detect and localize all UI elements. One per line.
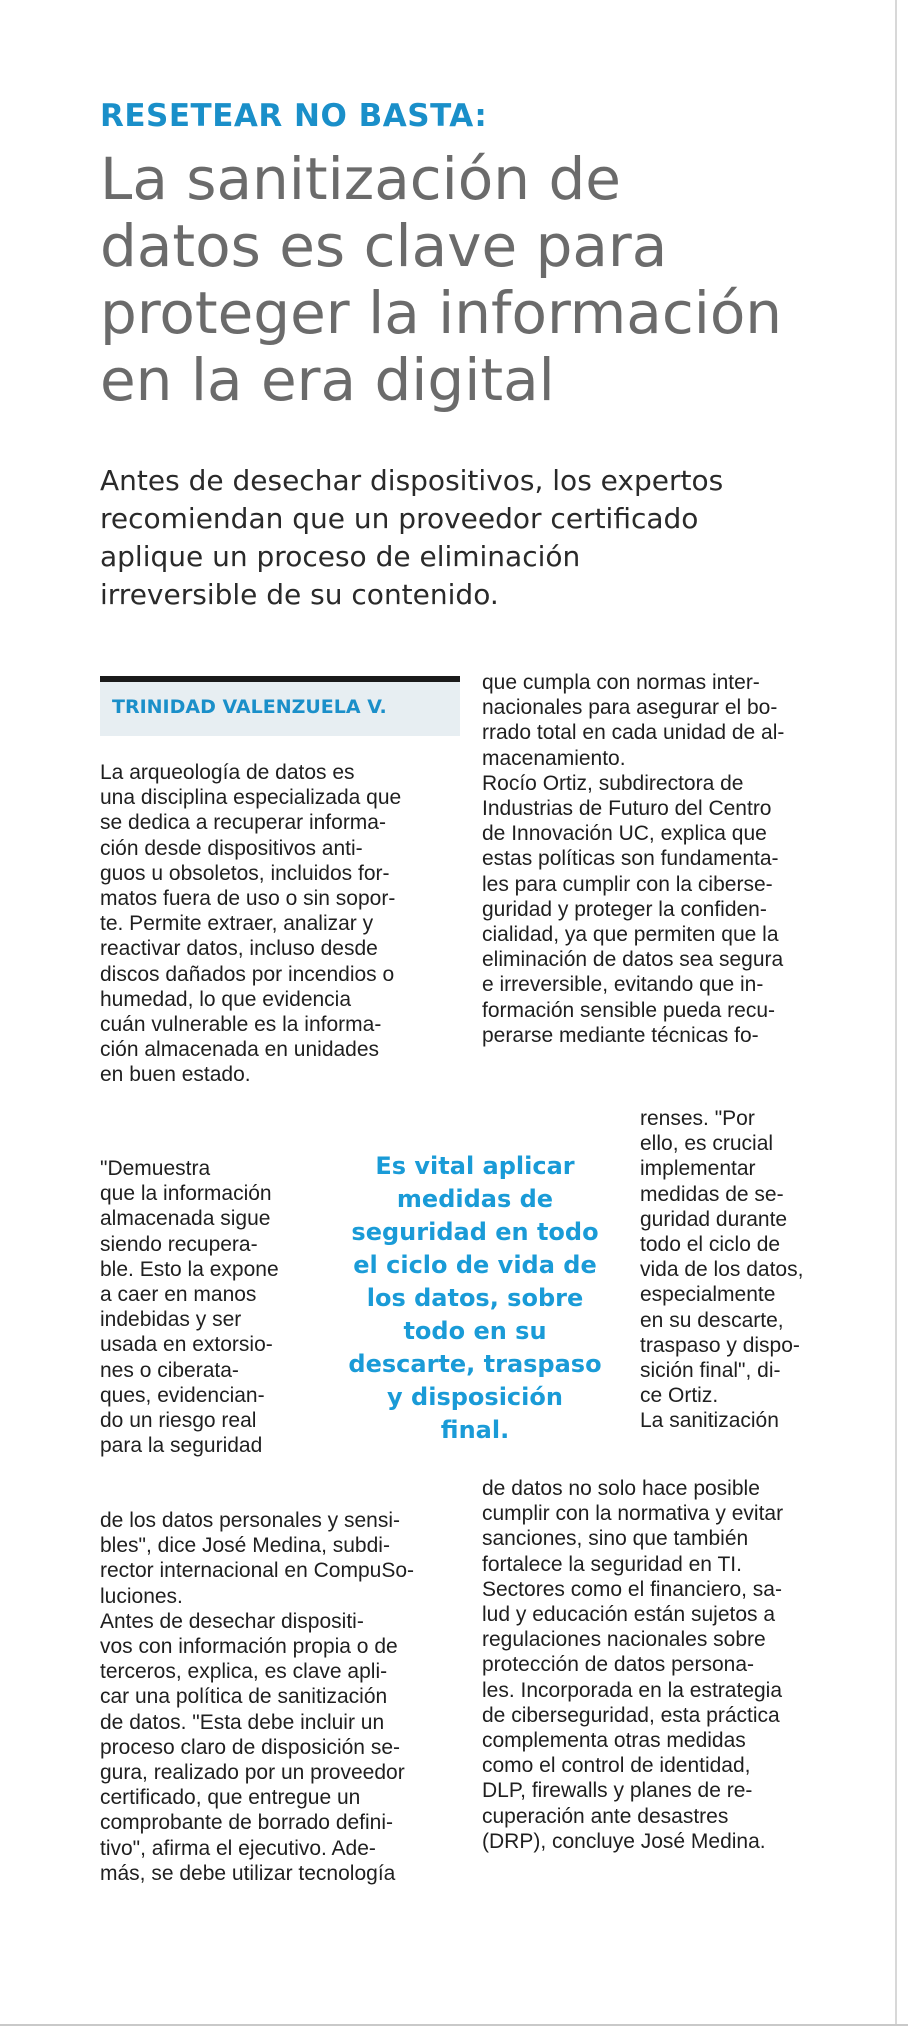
text-line: implementar: [640, 1157, 756, 1181]
text-line: fortalece la seguridad en TI.: [482, 1552, 742, 1576]
text-line: estas políticas son fundamenta-: [482, 847, 779, 871]
body-column-left-mid: [100, 1156, 300, 1458]
article-deck: [100, 462, 860, 614]
text-line: matos fuera de uso o sin sopor-: [100, 887, 396, 911]
deck-line: irreversible de su contenido.: [100, 578, 499, 611]
body-column-right-top: [482, 670, 832, 1048]
text-line: protección de datos persona-: [482, 1653, 755, 1677]
text-line: indebidas y ser: [100, 1308, 242, 1332]
text-line: reactivar datos, incluso desde: [100, 937, 378, 961]
text-line: La arqueología de datos es: [100, 761, 355, 784]
text-line: Sectores como el financiero, sa-: [482, 1577, 782, 1601]
text-line: usada en extorsio-: [100, 1333, 273, 1357]
text-line: macenamiento.: [482, 746, 626, 770]
text-line: les. Incorporada en la estrategia: [482, 1678, 783, 1702]
text-line: cumplir con la normativa y evitar: [482, 1502, 784, 1526]
text-line: medidas de: [396, 1185, 554, 1213]
text-line: les para cumplir con la ciberse-: [482, 872, 773, 896]
text-line: tivo", afirma el ejecutivo. Ade-: [100, 1836, 376, 1860]
text-line: de Innovación UC, explica que: [482, 822, 767, 846]
text-line: luciones.: [100, 1584, 183, 1608]
headline-line: La sanitización de: [100, 145, 621, 213]
text-line: DLP, firewalls y planes de re-: [482, 1779, 753, 1803]
deck-line: aplique un proceso de eliminación: [100, 540, 581, 573]
text-line: que cumpla con normas inter-: [482, 671, 760, 694]
text-line: ques, evidencian-: [100, 1383, 265, 1407]
headline-line: en la era digital: [100, 346, 555, 414]
text-line: cialidad, ya que permiten que la: [482, 923, 779, 947]
text-line: comprobante de borrado defini-: [100, 1811, 394, 1835]
text-line: Industrias de Futuro del Centro: [482, 797, 772, 821]
text-line: gura, realizado por un proveedor: [100, 1761, 405, 1785]
body-column-right-bottom: [482, 1476, 832, 1854]
text-line: de datos no solo hace posible: [482, 1477, 760, 1500]
text-line: almacenada sigue: [100, 1207, 271, 1231]
text-line: guridad durante: [640, 1207, 788, 1231]
text-line: siendo recupera-: [100, 1232, 258, 1256]
text-line: renses. "Por: [640, 1107, 755, 1130]
text-line: Es vital aplicar: [375, 1152, 575, 1180]
text-line: de los datos personales y sensi-: [100, 1509, 400, 1532]
text-line: nacionales para asegurar el bo-: [482, 696, 778, 720]
text-line: La sanitización: [640, 1409, 779, 1433]
byline-author: TRINIDAD VALENZUELA V.: [112, 696, 387, 718]
headline-line: proteger la información: [100, 279, 783, 347]
text-line: bles", dice José Medina, subdi-: [100, 1534, 390, 1558]
text-line: "Demuestra: [100, 1157, 211, 1180]
byline-box: [100, 682, 460, 736]
text-line: a caer en manos: [100, 1283, 257, 1307]
text-line: complementa otras medidas: [482, 1729, 746, 1753]
text-line: vos con información propia o de: [100, 1635, 398, 1659]
text-line: certificado, que entregue un: [100, 1786, 361, 1810]
text-line: descarte, traspaso: [348, 1350, 602, 1378]
text-line: ción desde dispositivos anti-: [100, 836, 363, 860]
headline-line: datos es clave para: [100, 212, 668, 280]
text-line: en buen estado.: [100, 1063, 251, 1087]
text-line: te. Permite extraer, analizar y: [100, 912, 374, 936]
text-line: como el control de identidad,: [482, 1754, 751, 1778]
text-line: sición final", di-: [640, 1359, 781, 1383]
deck-line: Antes de desechar dispositivos, los expertos: [100, 464, 724, 497]
text-line: en su descarte,: [640, 1308, 784, 1332]
text-line: se dedica a recuperar informa-: [100, 811, 386, 835]
bottom-divider: [0, 2024, 908, 2026]
text-line: Antes de desechar dispositi-: [100, 1609, 364, 1633]
text-line: de ciberseguridad, esta práctica: [482, 1703, 780, 1727]
text-line: el ciclo de vida de: [353, 1251, 597, 1279]
text-line: guridad y proteger la confiden-: [482, 897, 767, 921]
text-line: (DRP), concluye José Medina.: [482, 1829, 766, 1853]
pull-quote: [325, 1150, 625, 1447]
text-line: todo el ciclo de: [640, 1233, 781, 1257]
text-line: seguridad en todo: [351, 1218, 599, 1246]
right-edge-divider: [895, 0, 897, 2024]
text-line: ello, es crucial: [640, 1132, 774, 1156]
text-line: vida de los datos,: [640, 1258, 804, 1282]
deck-line: recomiendan que un proveedor certificado: [100, 502, 699, 535]
text-line: guos u obsoletos, incluidos for-: [100, 861, 390, 885]
text-line: ble. Esto la expone: [100, 1257, 279, 1281]
article-kicker: RESETEAR NO BASTA:: [100, 98, 488, 134]
text-line: terceros, explica, es clave apli-: [100, 1660, 388, 1684]
text-line: lud y educación están sujetos a: [482, 1603, 776, 1627]
text-line: que la información: [100, 1182, 272, 1206]
text-line: ce Ortiz.: [640, 1384, 719, 1408]
body-column-left-bottom: [100, 1508, 455, 1886]
text-line: los datos, sobre: [366, 1284, 584, 1312]
body-column-right-mid: [640, 1106, 835, 1434]
text-line: más, se debe utilizar tecnología: [100, 1861, 396, 1885]
text-line: ción almacenada en unidades: [100, 1038, 380, 1062]
text-line: sanciones, sino que también: [482, 1527, 749, 1551]
text-line: formación sensible pueda recu-: [482, 998, 775, 1022]
text-line: rrado total en cada unidad de al-: [482, 721, 785, 745]
text-line: traspaso y dispo-: [640, 1333, 800, 1357]
text-line: especialmente: [640, 1283, 776, 1307]
text-line: rector internacional en CompuSo-: [100, 1559, 414, 1583]
text-line: car una política de sanitización: [100, 1685, 388, 1709]
text-line: para la seguridad: [100, 1434, 263, 1458]
text-line: medidas de se-: [640, 1182, 784, 1206]
text-line: todo en su: [403, 1317, 547, 1345]
text-line: humedad, lo que evidencia: [100, 987, 352, 1011]
article-headline: [100, 146, 860, 414]
text-line: perarse mediante técnicas fo-: [482, 1023, 759, 1047]
text-line: y disposición: [387, 1383, 563, 1411]
text-line: Rocío Ortiz, subdirectora de: [482, 771, 744, 795]
text-line: regulaciones nacionales sobre: [482, 1628, 766, 1652]
text-line: cuperación ante desastres: [482, 1804, 729, 1828]
text-line: do un riesgo real: [100, 1409, 257, 1433]
text-line: de datos. "Esta debe incluir un: [100, 1710, 385, 1734]
text-line: final.: [440, 1416, 510, 1444]
text-line: cuán vulnerable es la informa-: [100, 1013, 382, 1037]
text-line: nes o ciberata-: [100, 1358, 239, 1382]
body-column-left-top: [100, 760, 455, 1088]
text-line: una disciplina especializada que: [100, 786, 402, 810]
text-line: proceso claro de disposición se-: [100, 1735, 400, 1759]
text-line: eliminación de datos sea segura: [482, 948, 784, 972]
text-line: discos dañados por incendios o: [100, 962, 395, 986]
text-line: e irreversible, evitando que in-: [482, 973, 764, 997]
